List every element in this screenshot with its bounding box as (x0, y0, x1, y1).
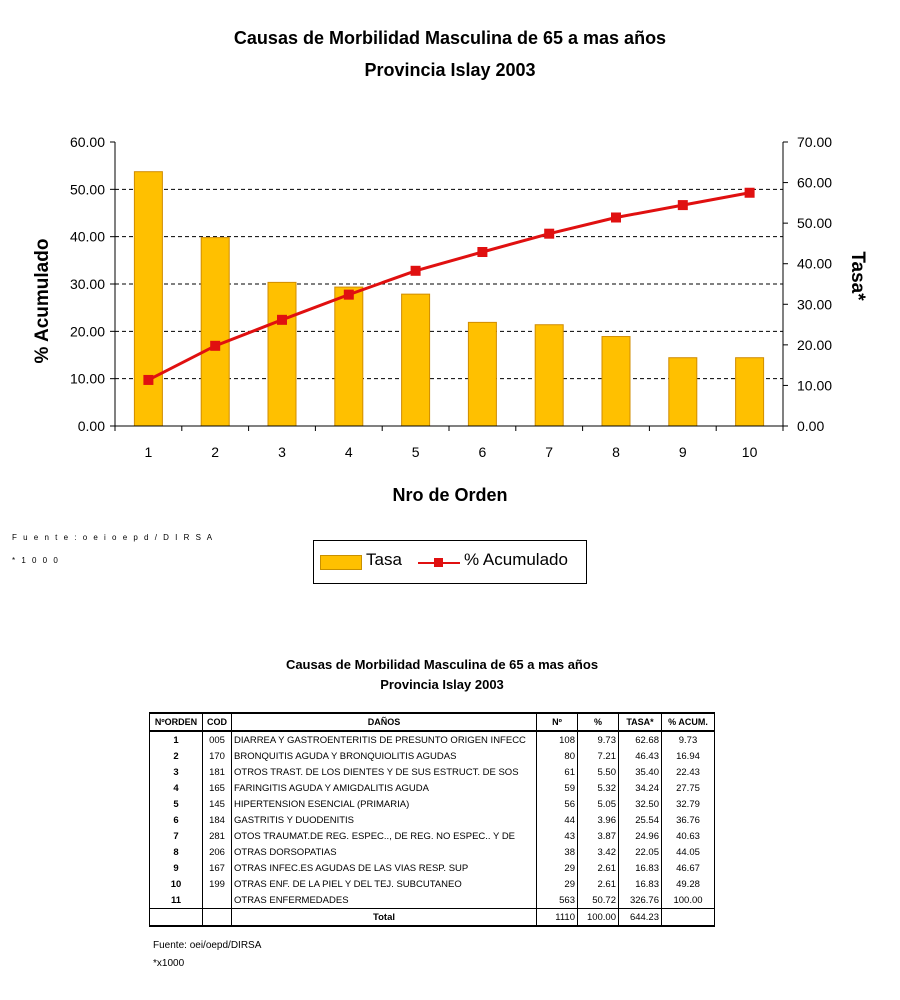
legend-acum-label: % Acumulado (464, 550, 568, 569)
y-right-tick-label: 40.00 (797, 255, 833, 272)
y-left-tick-label: 0.00 (77, 418, 105, 434)
total-tasa: 644.23 (619, 909, 662, 927)
cell-cod: 165 (203, 780, 232, 796)
cell-danos: FARINGITIS AGUDA Y AMIGDALITIS AGUDA (232, 780, 537, 796)
total-pct: 100.00 (578, 909, 619, 927)
x-tick-label: 8 (612, 444, 620, 460)
table-source-note: Fuente: oei/oepd/DIRSA (153, 940, 262, 951)
morbidity-table (149, 712, 715, 927)
cell-porcentaje: 7.21 (578, 748, 619, 764)
cell-tasa: 22.05 (619, 844, 662, 860)
line-acumulado (148, 193, 749, 380)
cell-numero: 29 (537, 876, 578, 892)
cell-numero: 563 (537, 892, 578, 909)
chart-factor-note: * 1 0 0 0 (12, 556, 60, 565)
y-right-tick-label: 70.00 (797, 134, 833, 150)
legend-tasa-swatch (320, 555, 362, 570)
cell-tasa: 24.96 (619, 828, 662, 844)
point-acumulado-7 (544, 229, 554, 239)
cell-porcentaje: 5.05 (578, 796, 619, 812)
y-right-tick-label: 20.00 (797, 336, 833, 353)
cell-cod: 167 (203, 860, 232, 876)
bar-tasa-4 (335, 287, 363, 426)
point-acumulado-4 (344, 290, 354, 300)
chart-title-line2: Provincia Islay 2003 (364, 60, 536, 80)
cell-orden: 4 (150, 780, 203, 796)
table-row (150, 764, 715, 780)
y-left-tick-label: 10.00 (69, 370, 105, 387)
cell-orden: 10 (150, 876, 203, 892)
bar-tasa-1 (134, 172, 162, 426)
y-left-tick-label: 20.00 (69, 323, 105, 340)
cell-tasa: 25.54 (619, 812, 662, 828)
point-acumulado-2 (210, 341, 220, 351)
cell-orden: 1 (150, 731, 203, 748)
table-row (150, 731, 715, 748)
bar-tasa-3 (268, 282, 296, 426)
table-row (150, 812, 715, 828)
x-tick-label: 2 (211, 444, 220, 460)
point-acumulado-8 (611, 212, 621, 222)
x-tick-label: 3 (278, 444, 286, 460)
x-tick-label: 10 (741, 444, 758, 460)
header-tasa: TASA* (619, 713, 662, 731)
table-header-row (150, 713, 715, 731)
bar-tasa-2 (201, 238, 229, 426)
legend-acum-marker-swatch (434, 558, 443, 567)
cell-orden: 7 (150, 828, 203, 844)
cell-acumulado: 9.73 (662, 731, 715, 748)
bar-tasa-9 (669, 358, 697, 426)
cell-orden: 8 (150, 844, 203, 860)
cell-tasa: 46.43 (619, 748, 662, 764)
y-left-tick-label: 60.00 (69, 134, 105, 150)
table-title-line2: Provincia Islay 2003 (380, 677, 504, 692)
bar-tasa-6 (468, 322, 496, 426)
cell-numero: 80 (537, 748, 578, 764)
cell-acumulado: 46.67 (662, 860, 715, 876)
cell-danos: OTRAS DORSOPATIAS (232, 844, 537, 860)
point-acumulado-6 (477, 247, 487, 257)
cell-tasa: 62.68 (619, 731, 662, 748)
cell-porcentaje: 5.32 (578, 780, 619, 796)
point-acumulado-3 (277, 315, 287, 325)
table-row (150, 860, 715, 876)
x-tick-label: 4 (344, 444, 353, 460)
x-axis-title: Nro de Orden (392, 485, 508, 505)
point-acumulado-9 (678, 200, 688, 210)
cell-acumulado: 100.00 (662, 892, 715, 909)
bar-tasa-7 (535, 325, 563, 426)
table-row (150, 748, 715, 764)
cell-porcentaje: 2.61 (578, 860, 619, 876)
cell-orden: 2 (150, 748, 203, 764)
cell-orden: 3 (150, 764, 203, 780)
table-factor-note: *x1000 (153, 958, 185, 969)
cell-cod (203, 892, 232, 909)
cell-acumulado: 16.94 (662, 748, 715, 764)
x-tick-label: 7 (545, 444, 554, 460)
y-right-tick-label: 60.00 (797, 174, 833, 191)
table-row (150, 828, 715, 844)
legend-tasa-label: Tasa (366, 550, 402, 569)
y-right-tick-label: 0.00 (797, 418, 825, 434)
table-title-line1: Causas de Morbilidad Masculina de 65 a mas años (285, 657, 599, 672)
point-acumulado-5 (411, 266, 421, 276)
cell-cod: 181 (203, 764, 232, 780)
cell-cod: 206 (203, 844, 232, 860)
cell-numero: 44 (537, 812, 578, 828)
header-orden: NºORDEN (150, 713, 203, 731)
x-tick-label: 1 (144, 444, 153, 460)
total-label: Total (232, 909, 537, 927)
y-right-tick-label: 30.00 (797, 296, 833, 313)
cell-cod: 184 (203, 812, 232, 828)
cell-acumulado: 40.63 (662, 828, 715, 844)
table-row (150, 892, 715, 909)
cell-numero: 43 (537, 828, 578, 844)
cell-numero: 29 (537, 860, 578, 876)
y-left-tick-label: 30.00 (69, 276, 105, 292)
cell-cod: 170 (203, 748, 232, 764)
cell-orden: 11 (150, 892, 203, 909)
header-acumulado: % ACUM. (662, 713, 715, 731)
table-row (150, 796, 715, 812)
cell-acumulado: 27.75 (662, 780, 715, 796)
cell-acumulado: 22.43 (662, 764, 715, 780)
cell-danos: DIARREA Y GASTROENTERITIS DE PRESUNTO ORIGEN INFECC (232, 731, 537, 748)
cell-danos: OTRAS ENFERMEDADES (232, 892, 537, 909)
cell-orden: 9 (150, 860, 203, 876)
cell-porcentaje: 3.87 (578, 828, 619, 844)
cell-cod: 145 (203, 796, 232, 812)
cell-acumulado: 49.28 (662, 876, 715, 892)
cell-danos: OTROS TRAST. DE LOS DIENTES Y DE SUS ESTRUCT. DE SOS (232, 764, 537, 780)
chart-legend (313, 540, 587, 584)
total-cell-empty (150, 909, 203, 927)
cell-porcentaje: 2.61 (578, 876, 619, 892)
cell-tasa: 326.76 (619, 892, 662, 909)
header-numero: Nº (537, 713, 578, 731)
y-left-axis-title: % Acumulado (32, 238, 53, 364)
cell-tasa: 35.40 (619, 764, 662, 780)
chart-title-line1: Causas de Morbilidad Masculina de 65 a mas años (233, 28, 667, 48)
y-right-axis-title: Tasa* (847, 251, 868, 301)
table-row (150, 876, 715, 892)
cell-danos: OTRAS ENF. DE LA PIEL Y DEL TEJ. SUBCUTANEO (232, 876, 537, 892)
total-cell-empty (203, 909, 232, 927)
cell-orden: 6 (150, 812, 203, 828)
y-right-tick-label: 10.00 (797, 377, 833, 394)
y-right-tick-label: 50.00 (797, 215, 833, 232)
x-tick-label: 5 (411, 444, 420, 460)
cell-tasa: 16.83 (619, 860, 662, 876)
header-cod: COD (203, 713, 232, 731)
cell-numero: 38 (537, 844, 578, 860)
cell-cod: 281 (203, 828, 232, 844)
cell-porcentaje: 3.96 (578, 812, 619, 828)
cell-danos: OTRAS INFEC.ES AGUDAS DE LAS VIAS RESP. SUP (232, 860, 537, 876)
table-row (150, 844, 715, 860)
x-tick-label: 9 (678, 444, 687, 460)
cell-orden: 5 (150, 796, 203, 812)
cell-acumulado: 32.79 (662, 796, 715, 812)
point-acumulado-1 (143, 375, 153, 385)
cell-numero: 108 (537, 731, 578, 748)
total-acum (662, 909, 715, 927)
cell-tasa: 16.83 (619, 876, 662, 892)
total-n: 1110 (537, 909, 578, 927)
cell-danos: GASTRITIS Y DUODENITIS (232, 812, 537, 828)
chart-source-note: F u e n t e : o e i o e p d / D I R S A (12, 533, 215, 542)
cell-danos: BRONQUITIS AGUDA Y BRONQUIOLITIS AGUDAS (232, 748, 537, 764)
cell-danos: OTOS TRAUMAT.DE REG. ESPEC.., DE REG. NO ESPEC.. Y DE (232, 828, 537, 844)
cell-numero: 59 (537, 780, 578, 796)
y-left-tick-label: 50.00 (69, 181, 105, 198)
cell-tasa: 34.24 (619, 780, 662, 796)
table-row (150, 780, 715, 796)
x-tick-label: 6 (478, 444, 487, 460)
bar-tasa-8 (602, 337, 630, 426)
cell-numero: 61 (537, 764, 578, 780)
bar-tasa-5 (402, 294, 430, 426)
cell-porcentaje: 5.50 (578, 764, 619, 780)
cell-cod: 199 (203, 876, 232, 892)
cell-porcentaje: 3.42 (578, 844, 619, 860)
cell-numero: 56 (537, 796, 578, 812)
cell-danos: HIPERTENSION ESENCIAL (PRIMARIA) (232, 796, 537, 812)
cell-cod: 005 (203, 731, 232, 748)
header-porcentaje: % (578, 713, 619, 731)
cell-porcentaje: 9.73 (578, 731, 619, 748)
cell-porcentaje: 50.72 (578, 892, 619, 909)
table-total-row (150, 909, 715, 927)
bar-tasa-10 (736, 358, 764, 426)
point-acumulado-10 (745, 188, 755, 198)
header-danos: DAÑOS (232, 713, 537, 731)
y-left-tick-label: 40.00 (69, 228, 105, 245)
cell-tasa: 32.50 (619, 796, 662, 812)
cell-acumulado: 44.05 (662, 844, 715, 860)
cell-acumulado: 36.76 (662, 812, 715, 828)
